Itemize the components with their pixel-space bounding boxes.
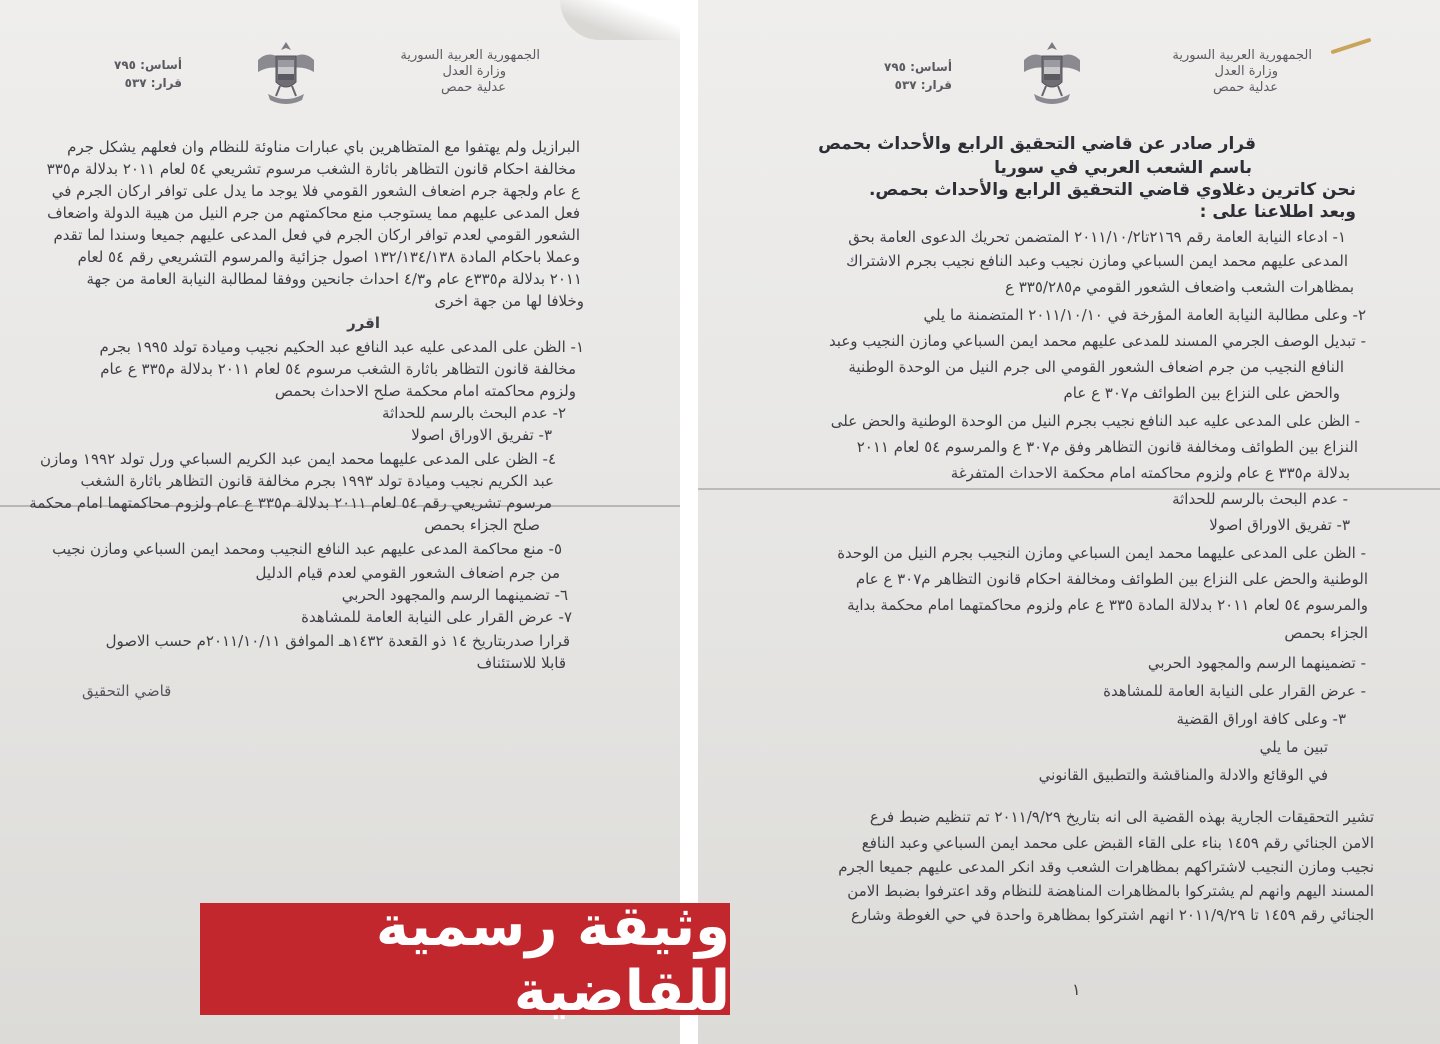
decision-subtitle: باسم الشعب العربي في سوريا — [994, 158, 1252, 178]
text-line: ٤- الظن على المدعى عليهما محمد ايمن عبد الكريم السباعي ورل تولد ١٩٩٢ ومازن — [40, 450, 556, 468]
text-line: ١- الظن على المدعى عليه عبد النافع عبد الحكيم نجيب وميادة تولد ١٩٩٥ بجرم — [99, 338, 584, 356]
text-line: قابلا للاستئناف — [476, 654, 566, 672]
signature-label: قاضي التحقيق — [82, 682, 172, 700]
text-line: ٢٠١١ بدلالة م٣٣٥ع عام و٤/٣ احداث جانحين ووفقا لمطالبة النيابة العامة من جهة — [86, 270, 582, 288]
text-line: - عدم البحث بالرسم للحداثة — [1172, 490, 1348, 508]
syrian-eagle-emblem-icon — [254, 38, 318, 108]
text-line: ٧- عرض القرار على النيابة العامة للمشاهدة — [301, 608, 572, 626]
text-line: ٣- تفريق الاوراق اصولا — [1209, 516, 1350, 534]
letterhead-line: عدلية حمص — [440, 80, 506, 95]
text-line: مخالفة قانون التظاهر باثارة الشغب مرسوم ٥٤ لعام ٢٠١١ بدلالة م٣٣٥ ع عام — [100, 360, 576, 378]
text-line: - تضمينهما الرسم والمجهود الحربي — [1147, 654, 1366, 672]
page-curl — [560, 0, 680, 40]
decision-title: قرار صادر عن قاضي التحقيق الرابع والأحداث بحمص — [818, 134, 1256, 154]
text-line: - عرض القرار على النيابة العامة للمشاهدة — [1103, 682, 1366, 700]
page-number: ١ — [1072, 980, 1081, 999]
banner-text: وثيقة رسمية للقاضية — [375, 894, 730, 1024]
text-line: عبد الكريم نجيب وميادة تولد ١٩٩٣ بجرم مخالفة قانون التظاهر باثارة الشغب — [80, 472, 554, 490]
basis-number: أساس: ٧٩٥ — [114, 58, 182, 72]
overlay-banner — [200, 894, 730, 1024]
text-line: النزاع بين الطوائف ومخالفة قانون التظاهر وفق م٣٠٧ ع والمرسوم ٥٤ لعام ٢٠١١ — [856, 438, 1358, 456]
text-line: النافع النجيب من جرم اضعاف الشعور القومي الى جرم النيل من الوحدة الوطنية — [848, 358, 1344, 376]
text-line: الامن الجنائي رقم ١٤٥٩ بناء على القاء القبض على محمد ايمن السباعي وعبد النافع — [861, 834, 1374, 852]
text-line: - الظن على المدعى عليهما محمد ايمن السباعي ومازن النجيب بجرم النيل من الوحدة — [837, 544, 1366, 562]
text-line: وخلافا لها من جهة اخرى — [434, 292, 584, 310]
text-line: بدلالة م٣٣٥ ع عام ولزوم محاكمته امام محكمة الاحداث المتفرغة — [950, 464, 1350, 482]
left-document-page — [0, 0, 680, 1044]
text-line: من جرم اضعاف الشعور القومي لعدم قيام الدليل — [255, 564, 560, 582]
text-line: المسند اليهم وانهم لم يشتركوا بالمظاهرات المناهضة للنظام وقد اعترفوا بضبط الامن — [847, 882, 1374, 900]
text-line: - تبديل الوصف الجرمي المسند للمدعى عليهم محمد ايمن السباعي ومازن النجيب وعبد — [828, 332, 1366, 350]
text-line: الشعور القومي لعدم توافر اركان الجرم في فعل المدعى عليهم جميعا وسندا لما تقدم — [53, 226, 580, 244]
letterhead-line: وزارة العدل — [1214, 64, 1278, 79]
text-line: ٢- عدم البحث بالرسم للحداثة — [382, 404, 566, 422]
text-line: قرارا صدربتاريخ ١٤ ذو القعدة ١٤٣٢هـ الموافق ٢٠١١/١٠/١١م حسب الاصول — [105, 632, 570, 650]
right-document-page — [698, 0, 1440, 1044]
letterhead-line: الجمهورية العربية السورية — [1172, 48, 1312, 63]
text-line: بمظاهرات الشعب واضعاف الشعور القومي م٣٣٥/٢٨٥ ع — [1005, 278, 1354, 296]
text-line: ٣- تفريق الاوراق اصولا — [411, 426, 552, 444]
text-line: مخالفة احكام قانون التظاهر باثارة الشغب مرسوم تشريعي ٥٤ لعام ٢٠١١ بدلالة م٣٣٥ — [46, 160, 576, 178]
text-line: والمرسوم ٥٤ لعام ٢٠١١ بدلالة المادة ٣٣٥ ع عام ولزوم محاكمتهما امام محكمة بداية — [847, 596, 1368, 614]
text-line: ٢- وعلى مطالبة النيابة العامة المؤرخة في ٢٠١١/١٠/١٠ المتضمنة ما يلي — [923, 306, 1366, 324]
review-heading: وبعد اطلاعنا على : — [1199, 202, 1356, 222]
text-line: البرازيل ولم يهتفوا مع المتظاهرين باي عبارات مناوئة للنظام وان فعلهم يشكل جرم — [67, 138, 580, 156]
text-line: والحض على النزاع بين الطوائف م٣٠٧ ع عام — [1063, 384, 1340, 402]
text-line: ٣- وعلى كافة اوراق القضية — [1176, 710, 1346, 728]
decision-number: قرار: ٥٣٧ — [124, 76, 182, 90]
text-line: وعملا باحكام المادة ١٣٢/١٣٤/١٣٨ اصول جزائية والمرسوم التشريعي رقم ٥٤ لعام — [77, 248, 580, 266]
judge-statement: نحن كاترين دغلاوي قاضي التحقيق الرابع والأحداث بحمص. — [868, 180, 1356, 200]
text-line: - الظن على المدعى عليه عبد النافع نجيب بجرم النيل من الوحدة الوطنية والحض على — [830, 412, 1360, 430]
letterhead — [400, 48, 540, 96]
text-line: ٥- منع محاكمة المدعى عليهم عبد النافع النجيب ومحمد ايمن السباعي ومازن نجيب — [52, 540, 562, 558]
text-line: المدعى عليهم محمد ايمن السباعي ومازن نجيب وعبد النافع نجيب بجرم الاشتراك — [846, 252, 1348, 270]
text-line: الجنائي رقم ١٤٥٩ تا ٢٠١١/٩/٢٩ انهم اشتركوا بمظاهرة واحدة في حي الغوطة وشارع — [850, 906, 1374, 924]
basis-number: أساس: ٧٩٥ — [884, 60, 952, 74]
letterhead — [1172, 48, 1312, 96]
text-line: تبين ما يلي — [1259, 738, 1328, 756]
text-line: ٦- تضمينهما الرسم والمجهود الحربي — [341, 586, 568, 604]
text-line: ع عام ولجهة جرم اضعاف الشعور القومي فلا يوجد ما يدل على توافر اركان الجرم في — [51, 182, 580, 200]
text-line: الجزاء بحمص — [1284, 624, 1368, 642]
letterhead-line: عدلية حمص — [1212, 80, 1278, 95]
text-line: ولزوم محاكمته امام محكمة صلح الاحداث بحمص — [274, 382, 576, 400]
letterhead-line: الجمهورية العربية السورية — [400, 48, 540, 63]
text-line: تشير التحقيقات الجارية بهذه القضية الى انه بتاريخ ٢٠١١/٩/٢٩ تم تنظيم ضبط فرع — [869, 808, 1374, 826]
letterhead-line: وزارة العدل — [442, 64, 506, 79]
text-line: صلح الجزاء بحمص — [424, 516, 540, 534]
decision-number: قرار: ٥٣٧ — [894, 78, 952, 92]
reference-numbers — [114, 56, 182, 92]
image-separator — [680, 0, 698, 1044]
text-line: نجيب ومازن النجيب لاشتراكهم بمظاهرات الشعب وقد انكر المدعى عليهم جميعا الجرم — [838, 858, 1374, 876]
text-line: مرسوم تشريعي رقم ٥٤ لعام ٢٠١١ بدلالة م٣٣٥ ع عام ولزوم محاكمتهما امام محكمة — [29, 494, 552, 512]
text-line: في الوقائع والادلة والمناقشة والتطبيق القانوني — [1038, 766, 1328, 784]
text-line: الوطنية والحض على النزاع بين الطوائف ومخالفة احكام قانون التظاهر م٣٠٧ ع عام — [855, 570, 1368, 588]
reference-numbers — [884, 58, 952, 94]
decision-heading: اقرر — [347, 314, 380, 332]
syrian-eagle-emblem-icon — [1020, 38, 1084, 108]
text-line: ١- ادعاء النيابة العامة رقم ٢١٦٩تا٢٠١١/١٠/٢ المتضمن تحريك الدعوى العامة بحق — [848, 228, 1346, 246]
text-line: فعل المدعى عليهم مما يستوجب منع محاكمتهم من جرم النيل من هيبة الدولة واضعاف — [47, 204, 580, 222]
